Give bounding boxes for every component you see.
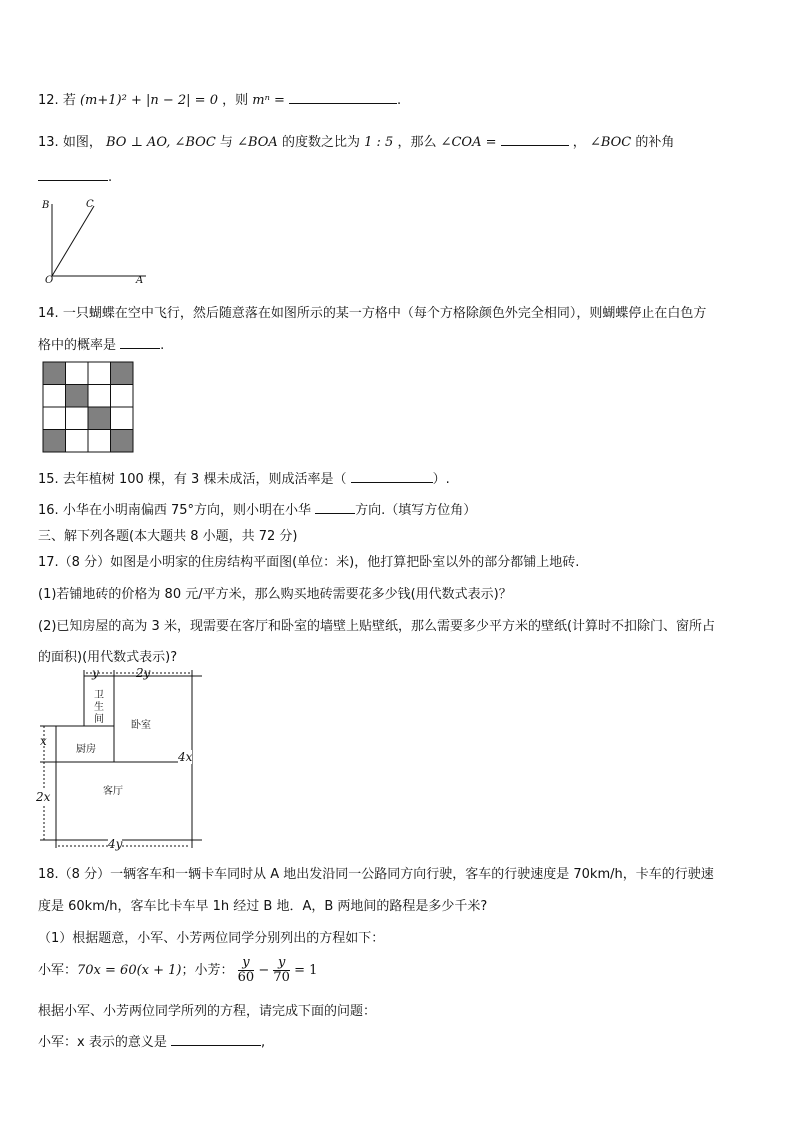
question-14 <box>38 302 706 321</box>
dim-label-2y: 2y <box>136 666 151 680</box>
q16-number: 16. <box>38 503 59 518</box>
q18-answer-blank[interactable] <box>171 1033 261 1046</box>
q18-part1: （1）根据题意，小军、小芳两位同学分别列出的方程如下： <box>38 931 385 946</box>
q17-head: 17.（8 分）如图是小明家的住房结构平面图(单位：米)，他打算把卧室以外的部分都铺上地砖. <box>38 555 580 570</box>
point-label-a: A <box>136 275 144 286</box>
grid-cell-white <box>111 385 134 408</box>
q13-mid4: ， <box>572 135 586 150</box>
bedroom-label: 卧室 <box>131 720 151 731</box>
q18-xiaojun-label: 小军： <box>38 963 78 978</box>
plan-left-upper-wall <box>40 676 84 726</box>
grid-cell-dark <box>43 362 66 385</box>
grid-cell-white <box>43 407 66 430</box>
frac1-num: y <box>238 956 255 971</box>
dim-label-y: y <box>92 666 99 680</box>
point-label-c: C <box>86 199 94 210</box>
q13-number: 13. <box>38 135 59 150</box>
q17-part2a: (2)已知房屋的高为 3 米，现需要在客厅和卧室的墙壁上贴壁纸，那么需要多少平方米的壁纸(计算时不扣除门、窗所占 <box>38 619 716 634</box>
q12-pre: 若 <box>62 93 76 108</box>
q13-end1: 的补角 <box>635 135 675 150</box>
frac1-den: 60 <box>237 970 255 985</box>
grid-cell-dark <box>43 430 66 453</box>
kitchen-label: 厨房 <box>76 744 96 755</box>
q16-answer-blank[interactable] <box>315 501 355 514</box>
q13-end2: . <box>108 170 113 185</box>
bath-label-3: 间 <box>94 714 104 725</box>
q16-pre: 小华在小明南偏西 75°方向，则小明在小华 <box>62 503 312 518</box>
dim-label-4x: 4x <box>178 750 193 764</box>
q13-answer-blank-2[interactable] <box>38 168 108 181</box>
q12-answer-blank[interactable] <box>289 91 397 104</box>
q15-end: ）. <box>432 472 450 487</box>
dim-label-x: x <box>40 734 47 748</box>
grid-cell-white <box>88 362 111 385</box>
q13-math: BO ⊥ AO, ∠BOC <box>105 135 216 150</box>
q17-floor-plan <box>36 666 206 852</box>
q13-math2: ∠BOA <box>237 135 278 150</box>
grid-svg <box>42 361 136 455</box>
q18-equations <box>38 956 317 985</box>
q13-pre: 如图， <box>62 135 102 150</box>
q16-end: 方向.（填写方位角） <box>355 503 477 518</box>
grid-cell-white <box>88 385 111 408</box>
q13-angle-figure <box>38 198 158 288</box>
bath-label-1: 卫 <box>94 690 104 701</box>
q18-part2: 根据小军、小芳两位同学所列的方程，请完成下面的问题： <box>38 1004 377 1019</box>
q18-part3-text: 小军：x 表示的意义是 <box>38 1035 167 1050</box>
q13-math4: ∠COA = <box>440 135 497 150</box>
grid-cell-dark <box>66 385 89 408</box>
point-label-o: O <box>45 275 54 286</box>
q13-line2 <box>38 168 112 185</box>
section-3-heading: 三、解下列各题(本大题共 8 小题，共 72 分) <box>38 529 298 544</box>
q13-math3: 1 : 5 <box>364 135 394 150</box>
question-16 <box>38 499 476 518</box>
q18-head-b: 度是 60km/h，客车比卡车早 1h 经过 B 地．A，B 两地间的路程是多少千米? <box>38 899 488 914</box>
grid-cell-white <box>111 407 134 430</box>
question-15 <box>38 468 450 487</box>
living-room-label: 客厅 <box>103 786 123 797</box>
q13-mid2: 的度数之比为 <box>281 135 360 150</box>
q12-number: 12. <box>38 93 59 108</box>
q12-end: . <box>397 93 402 108</box>
grid-cell-dark <box>88 407 111 430</box>
question-12 <box>38 89 401 108</box>
q18-part3-end: , <box>260 1035 266 1050</box>
grid-cell-dark <box>111 362 134 385</box>
q14-line2: 格中的概率是 <box>38 338 117 353</box>
fraction-y-over-70 <box>273 956 290 985</box>
q13-mid1: 与 <box>219 135 233 150</box>
q14-answer-blank[interactable] <box>120 336 160 349</box>
grid-cell-white <box>88 430 111 453</box>
q17-part1: (1)若铺地砖的价格为 80 元/平方米，那么购买地砖需要花多少钱(用代数式表示)？ <box>38 587 512 602</box>
q18-xiaojun-equation: 70x = 60(x + 1) <box>77 963 182 978</box>
q12-math: (m+1)² + |n − 2| = 0 <box>79 93 218 108</box>
equals-one: = 1 <box>294 963 318 978</box>
q13-mid3: ，那么 <box>397 135 437 150</box>
frac2-den: 70 <box>273 970 290 985</box>
q18-part3 <box>38 1031 265 1050</box>
grid-cell-dark <box>111 430 134 453</box>
grid-cell-white <box>66 362 89 385</box>
grid-cell-white <box>66 407 89 430</box>
q14-checker-grid <box>42 361 136 459</box>
q15-answer-blank[interactable] <box>351 470 433 483</box>
q14-line2-row <box>38 334 164 353</box>
q18-head-a: 18.（8 分）一辆客车和一辆卡车同时从 A 地出发沿同一公路同方向行驶，客车的行驶速度是 70km/h，卡车的行驶速 <box>38 867 714 882</box>
q13-math5: ∠BOC <box>589 135 632 150</box>
q15-number: 15. <box>38 472 59 487</box>
frac2-num: y <box>273 956 290 971</box>
q13-answer-blank-1[interactable] <box>501 133 569 146</box>
minus-sign: − <box>258 963 270 978</box>
point-label-b: B <box>42 200 50 211</box>
q12-math2: mⁿ = <box>252 93 285 108</box>
q17-part2b: 的面积)(用代数式表示)? <box>38 650 178 665</box>
q14-line1: 一只蝴蝶在空中飞行，然后随意落在如图所示的某一方格中（每个方格除颜色外完全相同），则蝴蝶停止在白色方 <box>62 306 707 321</box>
question-13 <box>38 131 674 150</box>
dim-label-2x: 2x <box>36 790 51 804</box>
q15-text: 去年植树 100 棵，有 3 棵未成活，则成活率是（ <box>62 472 347 487</box>
q14-number: 14. <box>38 306 59 321</box>
q14-end: . <box>160 338 165 353</box>
grid-cell-white <box>43 385 66 408</box>
fraction-y-over-60 <box>238 956 255 985</box>
bath-label-2: 生 <box>94 702 104 713</box>
grid-cell-white <box>66 430 89 453</box>
dim-label-4y: 4y <box>108 837 123 851</box>
q18-xiaofang-label: ；小芳： <box>181 963 234 978</box>
q12-mid: ，则 <box>222 93 249 108</box>
ray-oc <box>52 206 94 276</box>
